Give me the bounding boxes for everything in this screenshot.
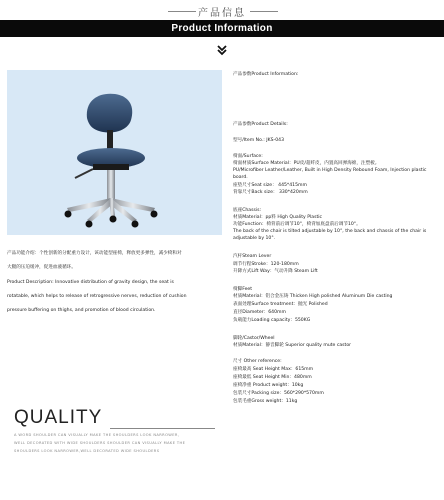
- banner: [0, 20, 444, 37]
- spec-packing-size: 包装尺寸Packing size：560*290*570mm: [233, 391, 324, 396]
- spec-feet-label: 椅脚Feet: [233, 287, 253, 292]
- spec-seat-height-max: 座椅最高 Seat Height Max：615mm: [233, 367, 314, 372]
- spec-product-weight: 座椅净重 Product weight：10kg: [233, 383, 304, 388]
- spec-other-label: 尺寸 Other reference:: [233, 359, 282, 364]
- spec-chassis-material: 材质Material：pp料 High Quality Plastic: [233, 215, 323, 220]
- spec-castor-label: 脚轮/Castor/Wheel: [233, 336, 275, 341]
- spec-info-title: 产品参数Product Information:: [233, 72, 299, 77]
- spec-stroke: 调节行程Stroke：120-180mm: [233, 262, 299, 267]
- spec-chassis-label: 底座Chassis:: [233, 208, 262, 213]
- desc-cn-line-1: 产品功能介绍：个性创新的分配重力设计，该动能型座椅，释放更多弹性，减少椅和对: [7, 251, 182, 256]
- quality-subtext-2: WELL DECORATED WITH WIDE SHOULDERS SHOULDER CAN VISUALLY MAKE THE: [14, 441, 186, 445]
- desc-en-line-3: pressure buffering on thighs, and promotion of blood circulation.: [7, 308, 156, 313]
- spec-back-size: 背靠尺寸Back size： 330*420mm: [233, 190, 308, 195]
- header-right-rule: [250, 11, 278, 12]
- spec-feet-material: 材质Material：铝合金压铸 Thicken High polished Aluminum Die casting: [233, 294, 393, 299]
- spec-lift-way: 升降方式Lift Way：气动升降 Steam Lift: [233, 269, 318, 274]
- spec-lever-label: 汽杆Steam Lever: [233, 254, 272, 259]
- spec-surface-material-en: PU/Microfiber Leather/Leather, Built in High Density Rebound Foam, Injection plastic board.: [233, 168, 427, 180]
- spec-diameter: 直径Diameter：640mm: [233, 310, 286, 315]
- spec-chassis-function: 功能Function：椅背前后调节10°，椅背加底盘前后调节10°。: [233, 222, 361, 227]
- spec-chassis-function-en: The back of the chair is tilted adjustable by 10°, the back and chassis of the chair is adjustable by 10°.: [233, 229, 427, 241]
- header-cn-text: 产品信息: [198, 8, 246, 19]
- spec-castor-material: 材质Material：静音脚轮 Superior quality mute castor: [233, 343, 352, 348]
- spec-seat-height-min: 座椅最低 Seat Height Min：480mm: [233, 375, 312, 380]
- spec-seat-size: 座垫尺寸Seat size： 445*415mm: [233, 183, 307, 188]
- spec-loading-capacity: 负载能力Loading capacity：550KG: [233, 318, 311, 323]
- spec-gross-weight: 包装毛重Gross weight：11kg: [233, 399, 298, 404]
- desc-en-line-1: Product Description: Innovative distribution of gravity design, the seat is: [7, 280, 174, 285]
- spec-surface-material: 椅面材质Surface Material：PU皮/超纤皮，内置高回弹海绵，注塑板。: [233, 161, 380, 166]
- banner-title: Product Information: [171, 23, 273, 34]
- spec-item-no: 型号/Item No.: JKS-043: [233, 138, 284, 143]
- spec-details-title: 产品参数Product Details:: [233, 122, 288, 127]
- quality-title: QUALITY: [14, 407, 103, 428]
- quality-rule: [110, 428, 215, 429]
- header-left-rule: [168, 11, 196, 12]
- quality-subtext-1: A WORD SHOULDER CAN VISUALLY MAKE THE SHOULDERS LOOK NARROWER,: [14, 433, 180, 437]
- header-cn-title: [0, 4, 444, 19]
- desc-en-line-2: rotatable, which helps to release of retrogressive nerves, reduction of cushion: [7, 294, 187, 299]
- double-chevron-down-icon: [216, 44, 228, 56]
- product-photo: [7, 70, 222, 235]
- stool-illustration: [7, 70, 222, 235]
- spec-surface-label: 椅面/Surface:: [233, 154, 263, 159]
- quality-subtext-3: SHOULDERS LOOK NARROWER,WELL DECORATED WIDE SHOULDERS: [14, 449, 160, 453]
- spec-surface-treatment: 表面处理Surface treatment：抛光 Polished: [233, 302, 328, 307]
- desc-cn-line-2: 大腿的压迫缓冲，促进血液循环。: [7, 265, 76, 270]
